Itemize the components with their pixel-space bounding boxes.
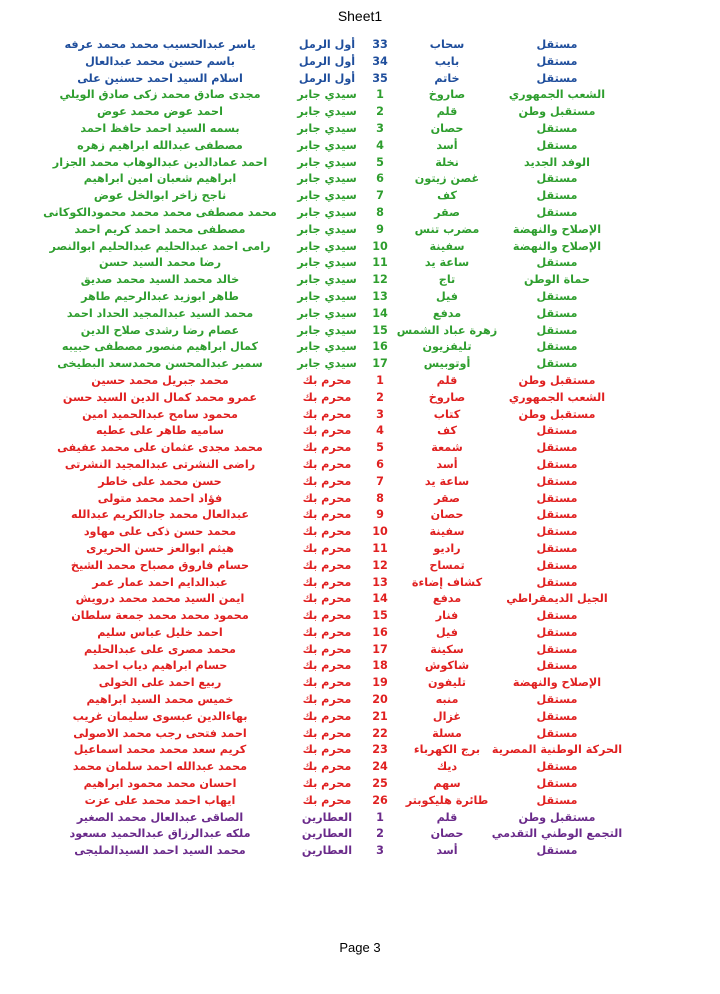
district-cell: سيدي جابر xyxy=(297,189,357,203)
district-cell: محرم بك xyxy=(302,491,352,505)
candidate-name-cell: احمد فتحى رجب محمد الاصولى xyxy=(73,726,247,740)
symbol-cell: حصان xyxy=(430,121,464,135)
number-cell: 10 xyxy=(372,239,388,253)
party-cell: مستقل xyxy=(536,256,578,270)
district-cell: سيدي جابر xyxy=(297,273,357,287)
number-cell: 22 xyxy=(372,726,388,740)
number-cell: 34 xyxy=(372,54,388,68)
district-cell: محرم بك xyxy=(302,625,352,639)
symbol-cell: تليفزيون xyxy=(422,340,472,354)
symbol-cell: صقر xyxy=(434,205,460,219)
symbol-cell: أسد xyxy=(436,457,458,471)
number-cell: 4 xyxy=(376,424,384,438)
symbol-cell: ديك xyxy=(436,760,458,774)
symbol-cell: سفينة xyxy=(429,239,465,253)
table-row xyxy=(0,776,720,793)
table-row xyxy=(0,272,720,289)
candidate-name-cell: ساميه طاهر على عطيه xyxy=(95,424,225,438)
candidate-name-cell: محمد السيد عبدالمجيد الحداد احمد xyxy=(66,306,254,320)
symbol-cell: مسلة xyxy=(432,726,462,740)
candidate-name-cell: عبدالدايم احمد عمار عمر xyxy=(92,575,228,589)
party-cell: مستقل xyxy=(536,424,578,438)
symbol-cell: فنار xyxy=(435,609,459,623)
candidate-name-cell: احمد عوض محمد عوض xyxy=(97,105,223,119)
candidate-name-cell: عصام رضا رشدى صلاح الدين xyxy=(80,323,240,337)
symbol-cell: حصان xyxy=(430,827,464,841)
district-cell: سيدي جابر xyxy=(297,155,357,169)
district-cell: سيدي جابر xyxy=(297,289,357,303)
number-cell: 3 xyxy=(376,407,384,421)
number-cell: 5 xyxy=(376,155,384,169)
party-cell: مستقبل وطن xyxy=(518,810,596,824)
party-cell: مستقل xyxy=(536,289,578,303)
party-cell: الجيل الديمقراطي xyxy=(506,592,608,606)
number-cell: 16 xyxy=(372,625,388,639)
party-cell: مستقل xyxy=(536,491,578,505)
candidate-name-cell: محمد عبدالله احمد سلمان محمد xyxy=(72,760,248,774)
party-cell: مستقل xyxy=(536,693,578,707)
district-cell: سيدي جابر xyxy=(297,138,357,152)
party-cell: مستقل xyxy=(536,726,578,740)
number-cell: 20 xyxy=(372,693,388,707)
symbol-cell: مدفع xyxy=(432,592,462,606)
district-cell: محرم بك xyxy=(302,659,352,673)
symbol-cell: فيل xyxy=(436,289,458,303)
symbol-cell: نخلة xyxy=(435,155,459,169)
number-cell: 2 xyxy=(376,105,384,119)
symbol-cell: سحاب xyxy=(429,38,465,51)
table-row xyxy=(0,742,720,759)
party-cell: مستقل xyxy=(536,777,578,791)
district-cell: محرم بك xyxy=(302,541,352,555)
table-row xyxy=(0,87,720,104)
party-cell: مستقل xyxy=(536,760,578,774)
number-cell: 25 xyxy=(372,777,388,791)
table-row xyxy=(0,289,720,306)
candidate-name-cell: الصاقى عبدالعال محمد الصغير xyxy=(76,810,244,824)
table-row xyxy=(0,373,720,390)
party-cell: مستقل xyxy=(536,340,578,354)
district-cell: العطارين xyxy=(301,827,353,841)
symbol-cell: قلم xyxy=(436,105,458,119)
table-row xyxy=(0,810,720,827)
district-cell: محرم بك xyxy=(302,373,352,387)
symbol-cell: قلم xyxy=(436,373,458,387)
party-cell: مستقل xyxy=(536,323,578,337)
party-cell: مستقل xyxy=(536,306,578,320)
candidate-name-cell: محمد مصرى على عبدالحليم xyxy=(83,642,236,656)
candidate-name-cell: اسلام السيد احمد حسنين على xyxy=(77,71,243,85)
number-cell: 2 xyxy=(376,827,384,841)
party-cell: مستقل xyxy=(536,793,578,807)
district-cell: العطارين xyxy=(301,844,353,858)
party-cell: مستقل xyxy=(536,121,578,135)
candidate-name-cell: احمد خليل عباس سليم xyxy=(97,625,223,639)
district-cell: محرم بك xyxy=(302,642,352,656)
number-cell: 35 xyxy=(372,71,388,85)
district-cell: سيدي جابر xyxy=(297,121,357,135)
candidate-name-cell: خميس محمد السيد ابراهيم xyxy=(86,693,234,707)
symbol-cell: حصان xyxy=(430,508,464,522)
district-cell: محرم بك xyxy=(302,558,352,572)
number-cell: 21 xyxy=(372,709,388,723)
table-row xyxy=(0,323,720,340)
party-cell: الشعب الجمهوري xyxy=(508,390,606,404)
table-row xyxy=(0,71,720,88)
party-cell: مستقل xyxy=(536,575,578,589)
number-cell: 7 xyxy=(376,474,384,488)
candidate-name-cell: ياسر عبدالحسيب محمد محمد عرفه xyxy=(64,38,256,51)
party-cell: الوفد الجديد xyxy=(524,155,590,169)
party-cell: مستقل xyxy=(536,172,578,186)
number-cell: 1 xyxy=(376,88,384,102)
number-cell: 17 xyxy=(372,357,388,371)
party-cell: مستقبل وطن xyxy=(518,105,596,119)
table-row xyxy=(0,524,720,541)
table-row xyxy=(0,37,720,54)
candidate-name-cell: مجدى صادق محمد زكى صادق الويلي xyxy=(59,88,261,102)
symbol-cell: ساعة يد xyxy=(424,256,470,270)
party-cell: مستقل xyxy=(536,189,578,203)
district-cell: محرم بك xyxy=(302,474,352,488)
table-row xyxy=(0,171,720,188)
table-row xyxy=(0,54,720,71)
number-cell: 33 xyxy=(372,38,388,51)
table-row xyxy=(0,339,720,356)
table-row xyxy=(0,356,720,373)
district-cell: محرم بك xyxy=(302,760,352,774)
number-cell: 8 xyxy=(376,491,384,505)
number-cell: 10 xyxy=(372,525,388,539)
candidates-table xyxy=(0,37,720,860)
table-row xyxy=(0,759,720,776)
candidate-name-cell: حسن محمد على خاطر xyxy=(98,474,222,488)
district-cell: سيدي جابر xyxy=(297,306,357,320)
symbol-cell: كشاف إضاءة xyxy=(411,575,483,589)
symbol-cell: غزال xyxy=(432,709,462,723)
party-cell: مستقبل وطن xyxy=(518,373,596,387)
number-cell: 18 xyxy=(372,659,388,673)
symbol-cell: أسد xyxy=(436,844,458,858)
district-cell: محرم بك xyxy=(302,609,352,623)
party-cell: مستقل xyxy=(536,508,578,522)
table-row xyxy=(0,121,720,138)
table-row xyxy=(0,138,720,155)
party-cell: مستقل xyxy=(536,525,578,539)
district-cell: محرم بك xyxy=(302,693,352,707)
sheet-title: Sheet1 xyxy=(337,8,383,24)
table-row xyxy=(0,255,720,272)
symbol-cell: سكينة xyxy=(430,642,464,656)
symbol-cell: تليفون xyxy=(428,676,466,690)
number-cell: 13 xyxy=(372,575,388,589)
candidate-name-cell: حسام فاروق مصباح محمد الشيخ xyxy=(70,558,250,572)
symbol-cell: راديو xyxy=(433,541,461,555)
district-cell: سيدي جابر xyxy=(297,340,357,354)
candidate-name-cell: طاهر ابوزيد عبدالرحيم طاهر xyxy=(81,289,239,303)
district-cell: سيدي جابر xyxy=(297,239,357,253)
district-cell: أول الرمل xyxy=(298,54,356,68)
district-cell: سيدي جابر xyxy=(297,323,357,337)
candidate-name-cell: هيثم ابوالعز حسن الحريرى xyxy=(86,541,234,555)
number-cell: 1 xyxy=(376,373,384,387)
table-row xyxy=(0,205,720,222)
candidate-name-cell: ايمن السيد محمد محمد درويش xyxy=(75,592,245,606)
number-cell: 15 xyxy=(372,609,388,623)
district-cell: سيدي جابر xyxy=(297,256,357,270)
symbol-cell: تمساح xyxy=(429,558,465,572)
district-cell: محرم بك xyxy=(302,407,352,421)
table-row xyxy=(0,826,720,843)
district-cell: العطارين xyxy=(301,810,353,824)
candidate-name-cell: مصطفى محمد احمد كريم احمد xyxy=(74,222,246,236)
number-cell: 6 xyxy=(376,172,384,186)
table-row xyxy=(0,188,720,205)
party-cell: مستقل xyxy=(536,457,578,471)
district-cell: محرم بك xyxy=(302,424,352,438)
number-cell: 2 xyxy=(376,390,384,404)
table-row xyxy=(0,658,720,675)
table-row xyxy=(0,306,720,323)
party-cell: مستقل xyxy=(536,441,578,455)
district-cell: محرم بك xyxy=(302,592,352,606)
party-cell: مستقبل وطن xyxy=(518,407,596,421)
table-row xyxy=(0,625,720,642)
candidate-name-cell: عبدالعال محمد جادالكريم عبدالله xyxy=(70,508,250,522)
symbol-cell: بايب xyxy=(434,54,460,68)
number-cell: 5 xyxy=(376,441,384,455)
candidate-name-cell: مصطفى عبدالله ابراهيم زهره xyxy=(77,138,243,152)
symbol-cell: تاج xyxy=(438,273,456,287)
table-row xyxy=(0,407,720,424)
party-cell: مستقل xyxy=(536,71,578,85)
candidate-name-cell: سمير عبدالمحسن محمدسعد البطيخى xyxy=(57,357,263,371)
symbol-cell: شاكوش xyxy=(424,659,470,673)
symbol-cell: منبه xyxy=(435,693,459,707)
table-row xyxy=(0,104,720,121)
symbol-cell: صقر xyxy=(434,491,460,505)
number-cell: 6 xyxy=(376,457,384,471)
party-cell: مستقل xyxy=(536,609,578,623)
district-cell: محرم بك xyxy=(302,525,352,539)
candidate-name-cell: محمد جبريل محمد حسين xyxy=(91,373,229,387)
number-cell: 24 xyxy=(372,760,388,774)
number-cell: 8 xyxy=(376,205,384,219)
candidate-name-cell: محمد مصطفى محمد محمد محمودالكوكانى xyxy=(43,205,277,219)
table-row xyxy=(0,692,720,709)
symbol-cell: زهرة عباد الشمس xyxy=(396,323,498,337)
candidate-name-cell: محمد حسن ذكى على مهاود xyxy=(83,525,237,539)
party-cell: مستقل xyxy=(536,642,578,656)
table-row xyxy=(0,575,720,592)
number-cell: 14 xyxy=(372,592,388,606)
district-cell: سيدي جابر xyxy=(297,88,357,102)
candidate-name-cell: محمود محمد محمد جمعة سلطان xyxy=(71,609,249,623)
number-cell: 4 xyxy=(376,138,384,152)
number-cell: 11 xyxy=(372,541,388,555)
symbol-cell: مدفع xyxy=(432,306,462,320)
party-cell: التجمع الوطني التقدمي xyxy=(491,827,623,841)
party-cell: حماة الوطن xyxy=(524,273,590,287)
symbol-cell: برج الكهرباء xyxy=(413,743,481,757)
district-cell: محرم بك xyxy=(302,508,352,522)
number-cell: 3 xyxy=(376,844,384,858)
number-cell: 23 xyxy=(372,743,388,757)
number-cell: 12 xyxy=(372,558,388,572)
symbol-cell: ساعة يد xyxy=(424,474,470,488)
symbol-cell: طائرة هليكوبتر xyxy=(405,793,489,807)
symbol-cell: أوتوبيس xyxy=(423,357,471,371)
party-cell: الإصلاح والنهضة xyxy=(512,239,602,253)
table-row xyxy=(0,793,720,810)
district-cell: سيدي جابر xyxy=(297,357,357,371)
number-cell: 14 xyxy=(372,306,388,320)
table-row xyxy=(0,390,720,407)
candidate-name-cell: حسام ابراهيم دياب احمد xyxy=(92,659,228,673)
candidate-name-cell: ناجح زاخر ابوالخل عوض xyxy=(93,189,227,203)
number-cell: 3 xyxy=(376,121,384,135)
candidate-name-cell: ملكه عبدالرزاق عبدالحميد مسعود xyxy=(69,827,251,841)
party-cell: مستقل xyxy=(536,625,578,639)
table-row xyxy=(0,642,720,659)
candidate-name-cell: رضا محمد السيد حسن xyxy=(98,256,222,270)
symbol-cell: خاتم xyxy=(434,71,460,85)
table-row xyxy=(0,155,720,172)
symbol-cell: صاروخ xyxy=(428,390,466,404)
number-cell: 7 xyxy=(376,189,384,203)
party-cell: مستقل xyxy=(536,138,578,152)
number-cell: 12 xyxy=(372,273,388,287)
candidate-name-cell: محمد السيد احمد السيدالمليجى xyxy=(74,844,246,858)
district-cell: أول الرمل xyxy=(298,38,356,51)
district-cell: محرم بك xyxy=(302,793,352,807)
number-cell: 11 xyxy=(372,256,388,270)
table-row xyxy=(0,608,720,625)
party-cell: الإصلاح والنهضة xyxy=(512,222,602,236)
party-cell: مستقل xyxy=(536,844,578,858)
symbol-cell: كتاب xyxy=(433,407,461,421)
table-row xyxy=(0,709,720,726)
table-row xyxy=(0,474,720,491)
party-cell: مستقل xyxy=(536,54,578,68)
district-cell: محرم بك xyxy=(302,441,352,455)
number-cell: 9 xyxy=(376,222,384,236)
candidate-name-cell: عمرو محمد كمال الدين السيد حسن xyxy=(62,390,258,404)
party-cell: مستقل xyxy=(536,38,578,51)
symbol-cell: أسد xyxy=(436,138,458,152)
candidate-name-cell: بهاءالدين عبسوى سليمان غريب xyxy=(72,709,248,723)
number-cell: 17 xyxy=(372,642,388,656)
table-row xyxy=(0,558,720,575)
candidate-name-cell: محمد مجدى عثمان على محمد عفيفى xyxy=(57,441,263,455)
table-row xyxy=(0,507,720,524)
symbol-cell: شمعة xyxy=(431,441,463,455)
candidate-name-cell: احمد عمادالدين عبدالوهاب محمد الجزار xyxy=(52,155,268,169)
symbol-cell: صاروخ xyxy=(428,88,466,102)
district-cell: محرم بك xyxy=(302,709,352,723)
symbol-cell: كف xyxy=(437,189,457,203)
number-cell: 15 xyxy=(372,323,388,337)
party-cell: مستقل xyxy=(536,558,578,572)
table-row xyxy=(0,239,720,256)
table-row xyxy=(0,222,720,239)
candidate-name-cell: ابراهيم شعبان امين ابراهيم xyxy=(83,172,237,186)
table-row xyxy=(0,843,720,860)
candidate-name-cell: كريم سعد محمد محمد اسماعيل xyxy=(73,743,247,757)
symbol-cell: غصن زيتون xyxy=(414,172,480,186)
party-cell: مستقل xyxy=(536,205,578,219)
party-cell: الشعب الجمهوري xyxy=(508,88,606,102)
party-cell: الحركة الوطنية المصرية xyxy=(491,743,623,757)
candidate-name-cell: كمال ابراهيم منصور مصطفى حبيبه xyxy=(61,340,259,354)
party-cell: مستقل xyxy=(536,357,578,371)
candidate-name-cell: ايهاب احمد محمد على عزت xyxy=(84,793,236,807)
party-cell: مستقل xyxy=(536,541,578,555)
candidate-name-cell: فؤاد احمد محمد متولى xyxy=(97,491,223,505)
party-cell: مستقل xyxy=(536,709,578,723)
number-cell: 16 xyxy=(372,340,388,354)
symbol-cell: مضرب تنس xyxy=(414,222,480,236)
candidate-name-cell: باسم حسين محمد عبدالعال xyxy=(85,54,235,68)
candidate-name-cell: خالد محمد السيد محمد صديق xyxy=(80,273,240,287)
number-cell: 19 xyxy=(372,676,388,690)
table-row xyxy=(0,726,720,743)
table-row xyxy=(0,541,720,558)
symbol-cell: قلم xyxy=(436,810,458,824)
candidate-name-cell: احسان محمد محمود ابراهيم xyxy=(83,777,237,791)
table-row xyxy=(0,591,720,608)
table-row xyxy=(0,440,720,457)
table-row xyxy=(0,491,720,508)
symbol-cell: سفينة xyxy=(429,525,465,539)
symbol-cell: كف xyxy=(437,424,457,438)
symbol-cell: سهم xyxy=(433,777,461,791)
candidate-name-cell: راضى النشرتى عبدالمجيد النشرتى xyxy=(64,457,256,471)
table-row xyxy=(0,457,720,474)
district-cell: سيدي جابر xyxy=(297,172,357,186)
district-cell: سيدي جابر xyxy=(297,205,357,219)
page-footer: Page 3 xyxy=(339,940,381,955)
district-cell: محرم بك xyxy=(302,575,352,589)
number-cell: 1 xyxy=(376,810,384,824)
party-cell: مستقل xyxy=(536,474,578,488)
symbol-cell: فيل xyxy=(436,625,458,639)
number-cell: 26 xyxy=(372,793,388,807)
candidate-name-cell: محمود سامح عبدالحميد امين xyxy=(82,407,238,421)
table-row xyxy=(0,675,720,692)
table-row xyxy=(0,423,720,440)
candidate-name-cell: ربيع احمد على الخولى xyxy=(98,676,222,690)
district-cell: محرم بك xyxy=(302,457,352,471)
district-cell: محرم بك xyxy=(302,777,352,791)
number-cell: 9 xyxy=(376,508,384,522)
party-cell: الإصلاح والنهضة xyxy=(512,676,602,690)
district-cell: محرم بك xyxy=(302,390,352,404)
candidate-name-cell: بسمه السيد احمد حافظ احمد xyxy=(80,121,240,135)
district-cell: سيدي جابر xyxy=(297,105,357,119)
district-cell: محرم بك xyxy=(302,726,352,740)
candidate-name-cell: رامى احمد عبدالحليم عبدالحليم ابوالنصر xyxy=(49,239,271,253)
party-cell: مستقل xyxy=(536,659,578,673)
district-cell: أول الرمل xyxy=(298,71,356,85)
district-cell: محرم بك xyxy=(302,676,352,690)
district-cell: محرم بك xyxy=(302,743,352,757)
number-cell: 13 xyxy=(372,289,388,303)
district-cell: سيدي جابر xyxy=(297,222,357,236)
